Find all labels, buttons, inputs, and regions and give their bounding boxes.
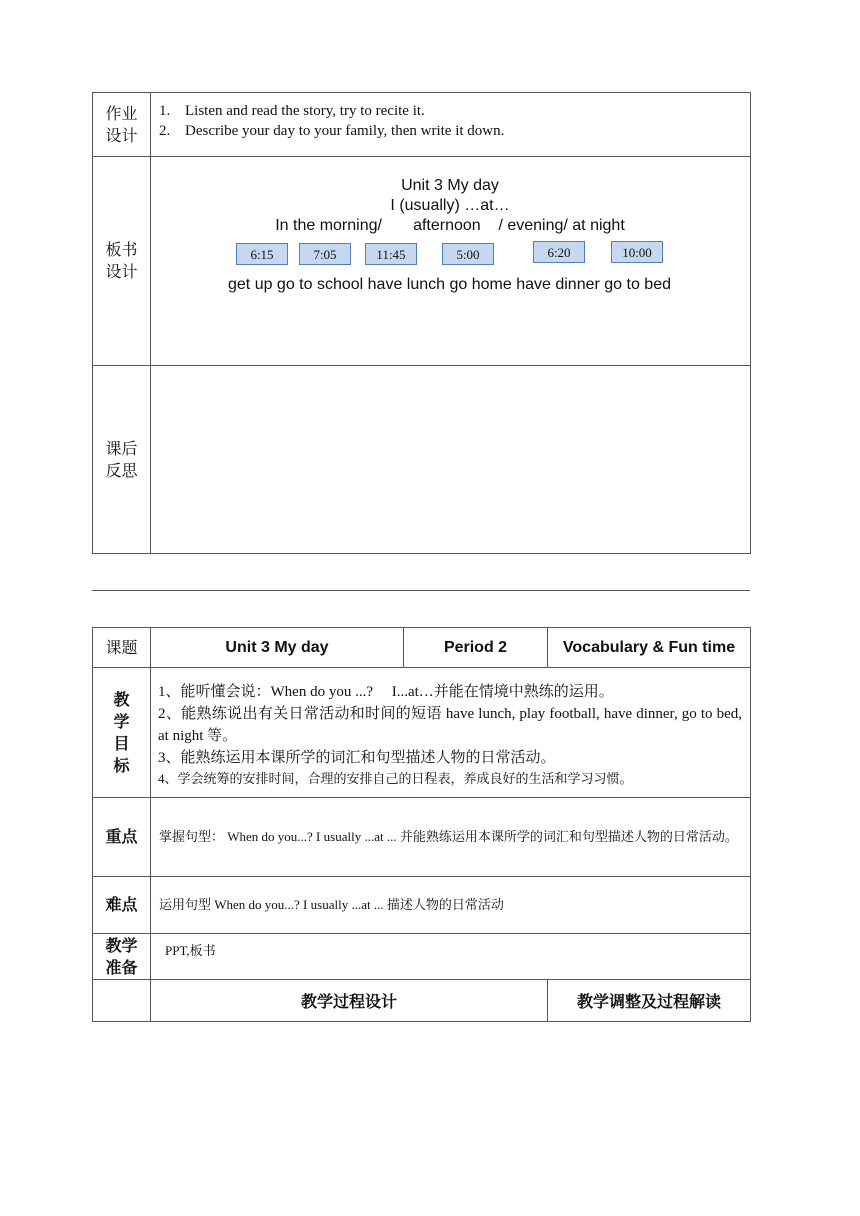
preparation-content: PPT,板书 [151,934,751,980]
time-box: 11:45 [365,243,417,265]
lesson-plan-table-1 [92,92,751,554]
time-box: 10:00 [611,241,663,263]
homework-item: 2. Describe your day to your family, then write it down. [159,123,505,139]
difficulties-label: 难点 [93,877,151,934]
topic-label: 课题 [93,628,151,668]
period-title: Period 2 [404,628,548,668]
objectives-content [151,668,751,798]
objective-item: 4、学会统筹的安排时间，合理的安排自己的日程表，养成良好的生活和学习习惯。 [158,770,633,786]
key-points-content: 掌握句型： When do you...? I usually ...at ... 并能熟练运用本课所学的词汇和句型描述人物的日常活动。 [151,798,751,877]
objective-item: 2、能熟练说出有关日常活动和时间的短语 have lunch, play football, have dinner, go to bed, at night 等。 [158,705,743,744]
process-blank-cell [93,980,151,1022]
process-design-header: 教学过程设计 [151,980,548,1022]
page-divider [92,590,750,591]
homework-content [151,93,751,157]
time-box: 5:00 [442,243,494,265]
difficulties-content: 运用句型 When do you...? I usually ...at ... 描述人物的日常活动 [151,877,751,934]
objectives-label: 教 学 目 标 [93,668,151,798]
time-box: 6:15 [236,243,288,265]
board-pattern: I (usually) …at… [390,197,510,214]
board-times-of-day: In the morning/ afternoon / evening/ at night [275,217,625,234]
time-box: 7:05 [299,243,351,265]
lesson-topic: Vocabulary & Fun time [548,628,751,668]
objective-item: 3、能熟练运用本课所学的词汇和句型描述人物的日常活动。 [158,749,556,766]
board-design-content [151,157,751,366]
process-adjustment-header: 教学调整及过程解读 [548,980,751,1022]
reflection-content [151,366,751,554]
reflection-label: 课后 反思 [93,366,151,554]
board-title: Unit 3 My day [401,177,499,194]
homework-label: 作业 设计 [93,93,151,157]
preparation-label: 教学 准备 [93,934,151,980]
board-activities: get up go to school have lunch go home have dinner go to bed [228,276,671,293]
lesson-plan-table-2 [92,627,751,1022]
time-box: 6:20 [533,241,585,263]
homework-item: 1. Listen and read the story, try to recite it. [159,103,425,119]
board-design-label: 板书 设计 [93,157,151,366]
key-points-label: 重点 [93,798,151,877]
unit-title: Unit 3 My day [151,628,404,668]
objective-item: 1、能听懂会说：When do you ...? I...at…并能在情境中熟练的运用。 [158,683,614,700]
